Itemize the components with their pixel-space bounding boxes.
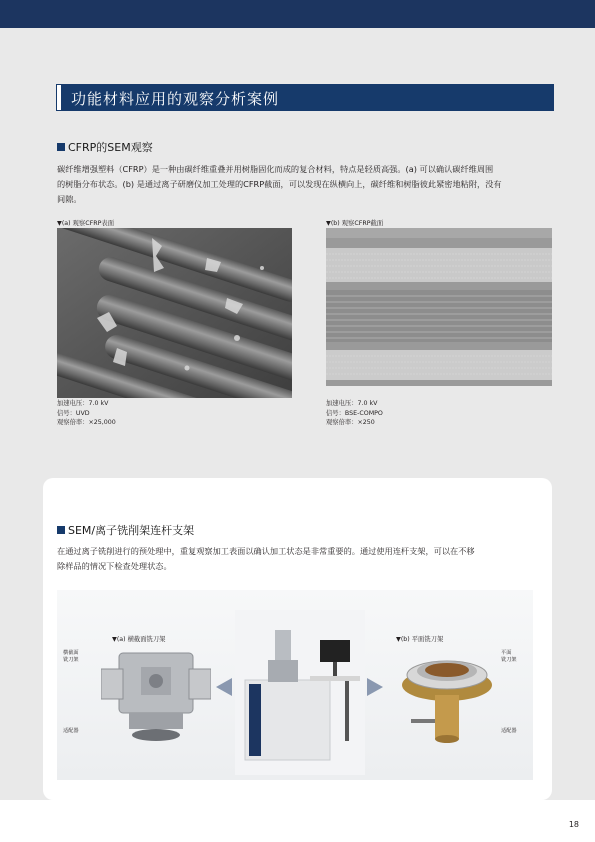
page-title: 功能材料应用的观察分析案例 (71, 90, 280, 108)
signal: 信号：BSE-COMPO (326, 409, 383, 417)
paragraph-line: 在通过离子铣削进行的预处理中，重复观察加工表面以确认加工状态是非常重要的。通过使用连杆支架，可以在不移 (57, 546, 475, 556)
cross-section-holder-caption: ▼(a) 横截面铣刀架 (112, 636, 166, 643)
magnification: 观察倍率：×250 (326, 419, 375, 426)
label-line: 铣刀架 (501, 657, 517, 663)
cfrp-surface-sem-image (57, 228, 292, 398)
label-line: 铣刀架 (63, 657, 79, 663)
cross-section-holder-image (101, 645, 211, 745)
section-holder-heading (57, 522, 194, 538)
paragraph-line: 除样品的情况下检查处理状态。 (57, 561, 172, 571)
paragraph-line: 的树脂分布状态。(b) 是通过离子研磨仪加工处理的CFRP截面，可以发现在纵横向上，碳纤维和树脂彼此紧密地粘附，没有 (57, 179, 502, 189)
section-cfrp-title: CFRP的SEM观察 (68, 141, 153, 154)
accel-voltage: 加速电压：7.0 kV (57, 400, 109, 407)
accel-voltage: 加速电压：7.0 kV (326, 400, 378, 407)
label-line: 横截面 (63, 650, 79, 656)
cross-section-holder-label (63, 650, 79, 664)
square-bullet-icon (57, 526, 65, 534)
magnification: 观察倍率：×25,000 (57, 419, 116, 426)
equipment-photo-area (57, 590, 533, 780)
top-banner (0, 0, 595, 28)
image-b-conditions (326, 399, 383, 428)
section-cfrp-heading (57, 139, 153, 155)
right-adapter-label: 适配器 (501, 728, 517, 734)
section-holder-title: SEM/离子铣削架连杆支架 (68, 524, 195, 537)
section-holder-paragraph (57, 544, 547, 574)
page-title-bar (57, 85, 553, 110)
sem-instrument-image (235, 610, 365, 775)
image-a-conditions (57, 399, 116, 428)
cfrp-cross-section-sem-image (326, 228, 552, 386)
arrow-left-icon (212, 676, 232, 698)
arrow-right-icon (367, 676, 387, 698)
signal: 信号：UVD (57, 409, 90, 417)
square-bullet-icon (57, 143, 65, 151)
flat-holder-caption: ▼(b) 平面铣刀架 (396, 636, 444, 643)
flat-milling-holder-image (397, 645, 497, 755)
label-line: 平面 (501, 650, 512, 656)
image-a-caption: ▼(a) 观察CFRP表面 (57, 220, 114, 227)
image-b-caption: ▼(b) 观察CFRP截面 (326, 220, 384, 227)
paragraph-line: 碳纤维增强塑料（CFRP）是一种由碳纤维重叠并用树脂固化而成的复合材料，特点是轻质高强。(a) 可以确认碳纤维周围 (57, 164, 494, 174)
paragraph-line: 间隙。 (57, 194, 82, 204)
section-cfrp-paragraph (57, 162, 557, 207)
left-adapter-label: 适配器 (63, 728, 79, 734)
flat-holder-label (501, 650, 517, 664)
page-number: 18 (568, 820, 579, 829)
